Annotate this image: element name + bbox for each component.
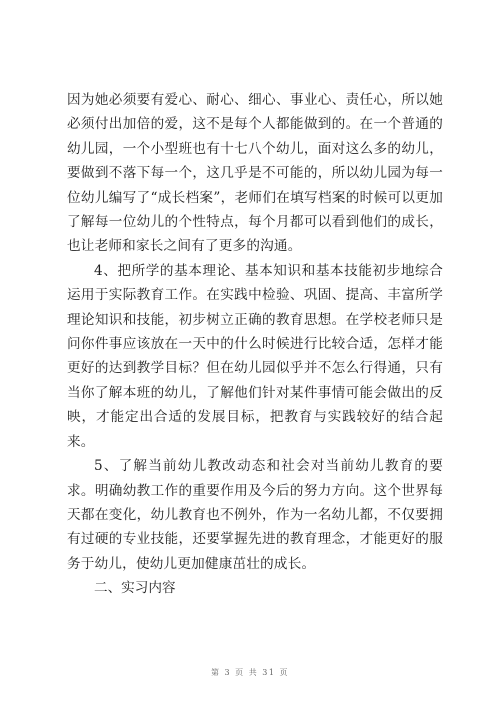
paragraph-continued: 因为她必须要有爱心、耐心、细心、事业心、责任心，所以她必须付出加倍的爱，这不是每个人都能做到的。在一个普通的幼儿园，一个小型班也有十七八个幼儿，面对这么多的幼儿，要做到不落下每一个，这几乎是不可能的，所以幼儿园为每一位幼儿编写了“成长档案”，老师们在填写档案的时候可以更加了解每一位幼儿的个性特点，每个月都可以看到他们的成长，也让老师和家长之间有了更多的沟通。 [67,92,443,255]
paragraph-item-4: 4、把所学的基本理论、基本知识和基本技能初步地综合运用于实际教育工作。在实践中检验、巩固、提高、丰富所学理论知识和技能，初步树立正确的教育思想。在学校老师只是问你件事应该放在一天中的什么时候进行比较合适，怎样才能更好的达到教学目标？但在幼儿园似乎并不怎么行得通，只有当你了解本班的幼儿，了解他们针对某件事情可能会做出的反映，才能定出合适的发展目标，把教育与实践较好的结合起来。 [67,262,443,450]
page-footer: 第 3 页 共 31 页 [211,668,289,677]
section-heading: 二、实习内容 [94,580,176,597]
document-body [67,88,443,601]
paragraph-item-5: 5、了解当前幼儿教改动态和社会对当前幼儿教育的要求。明确幼教工作的重要作用及今后的努力方向。这个世界每天都在变化，幼儿教育也不例外，作为一名幼儿都，不仅要拥有过硬的专业技能，还要掌握先进的教育理念，才能更好的服务于幼儿，使幼儿更加健康茁壮的成长。 [67,458,443,572]
